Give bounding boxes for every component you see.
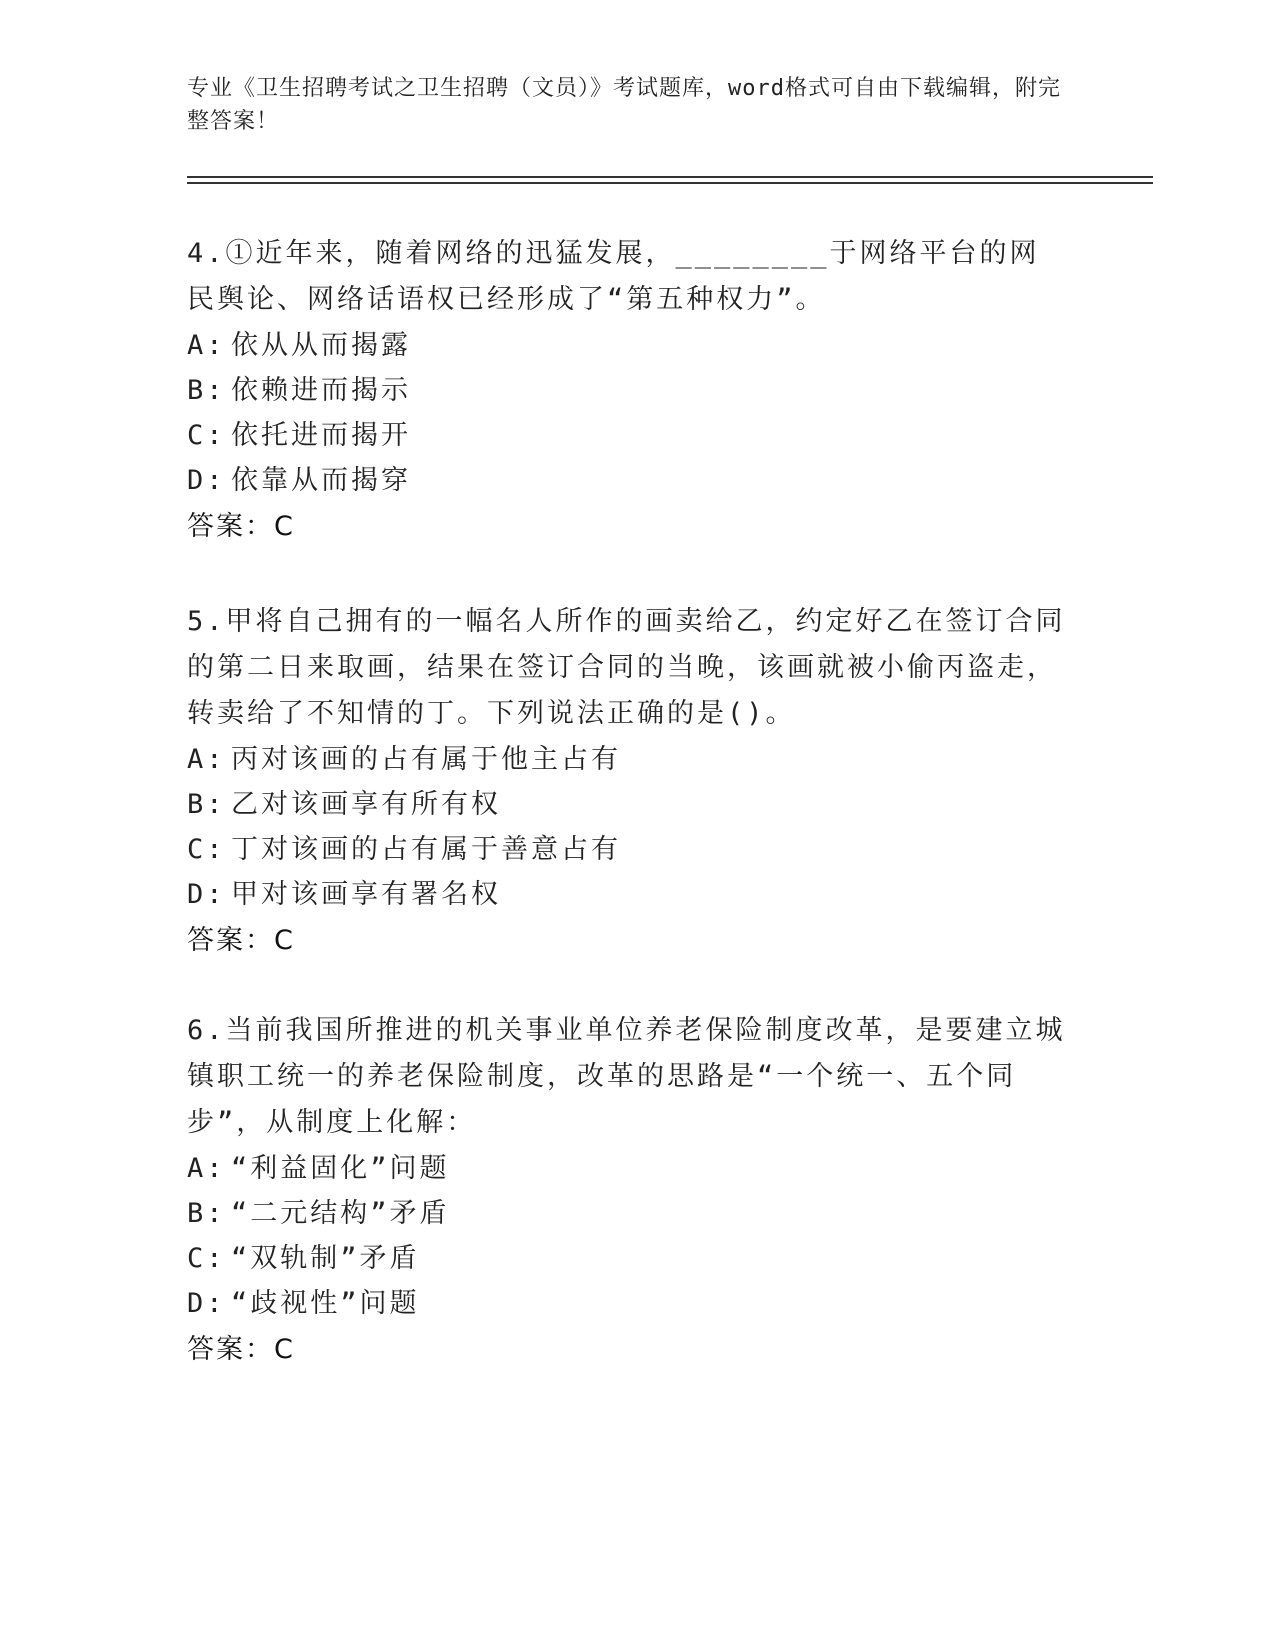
option-letter: D:	[187, 1288, 226, 1319]
option-b	[187, 782, 1067, 827]
option-a	[187, 737, 1067, 782]
option-b	[187, 1191, 1067, 1236]
option-a	[187, 1146, 1067, 1191]
option-b	[187, 368, 1067, 413]
option-text: “利益固化”问题	[231, 1153, 450, 1184]
option-d	[187, 1281, 1067, 1326]
answer-line: 答案：C	[187, 1334, 295, 1365]
answer-line: 答案：C	[187, 925, 295, 956]
option-text: 依托进而揭开	[231, 420, 411, 451]
option-letter: A:	[187, 1153, 226, 1184]
option-text: “双轨制”矛盾	[231, 1243, 420, 1274]
option-d	[187, 458, 1067, 503]
option-a	[187, 323, 1067, 368]
option-letter: C:	[187, 834, 226, 865]
option-letter: A:	[187, 744, 226, 775]
question-4	[187, 231, 1067, 551]
option-text: 依靠从而揭穿	[231, 465, 411, 496]
option-letter: B:	[187, 375, 226, 406]
option-letter: C:	[187, 1243, 226, 1274]
header-divider-bottom	[187, 182, 1153, 184]
question-stem: 4.①近年来，随着网络的迅猛发展，________于网络平台的网民舆论、网络话语权已经形成了“第五种权力”。	[187, 238, 1040, 315]
header-divider-top	[187, 176, 1153, 178]
option-c	[187, 827, 1067, 872]
question-stem: 6.当前我国所推进的机关事业单位养老保险制度改革，是要建立城镇职工统一的养老保险制度，改革的思路是“一个统一、五个同步”，从制度上化解：	[187, 1015, 1066, 1138]
question-stem: 5.甲将自己拥有的一幅名人所作的画卖给乙，约定好乙在签订合同的第二日来取画，结果在签订合同的当晚，该画就被小偷丙盗走，转卖给了不知情的丁。下列说法正确的是()。	[187, 606, 1066, 729]
option-letter: C:	[187, 420, 226, 451]
option-text: 依赖进而揭示	[231, 375, 411, 406]
option-text: “歧视性”问题	[231, 1288, 420, 1319]
option-text: 丙对该画的占有属于他主占有	[231, 744, 621, 775]
option-letter: D:	[187, 879, 226, 910]
document-header: 专业《卫生招聘考试之卫生招聘（文员）》考试题库，word格式可自由下载编辑，附完整答案！	[187, 76, 1061, 134]
option-letter: B:	[187, 1198, 226, 1229]
option-letter: B:	[187, 789, 226, 820]
option-text: 丁对该画的占有属于善意占有	[231, 834, 621, 865]
option-d	[187, 872, 1067, 917]
option-text: 乙对该画享有所有权	[231, 789, 501, 820]
option-c	[187, 413, 1067, 458]
option-text: 依从从而揭露	[231, 330, 411, 361]
option-letter: D:	[187, 465, 226, 496]
option-text: 甲对该画享有署名权	[231, 879, 501, 910]
option-letter: A:	[187, 330, 226, 361]
option-text: “二元结构”矛盾	[231, 1198, 450, 1229]
question-5	[187, 599, 1067, 965]
question-6	[187, 1008, 1067, 1374]
answer-line: 答案：C	[187, 511, 295, 542]
option-c	[187, 1236, 1067, 1281]
